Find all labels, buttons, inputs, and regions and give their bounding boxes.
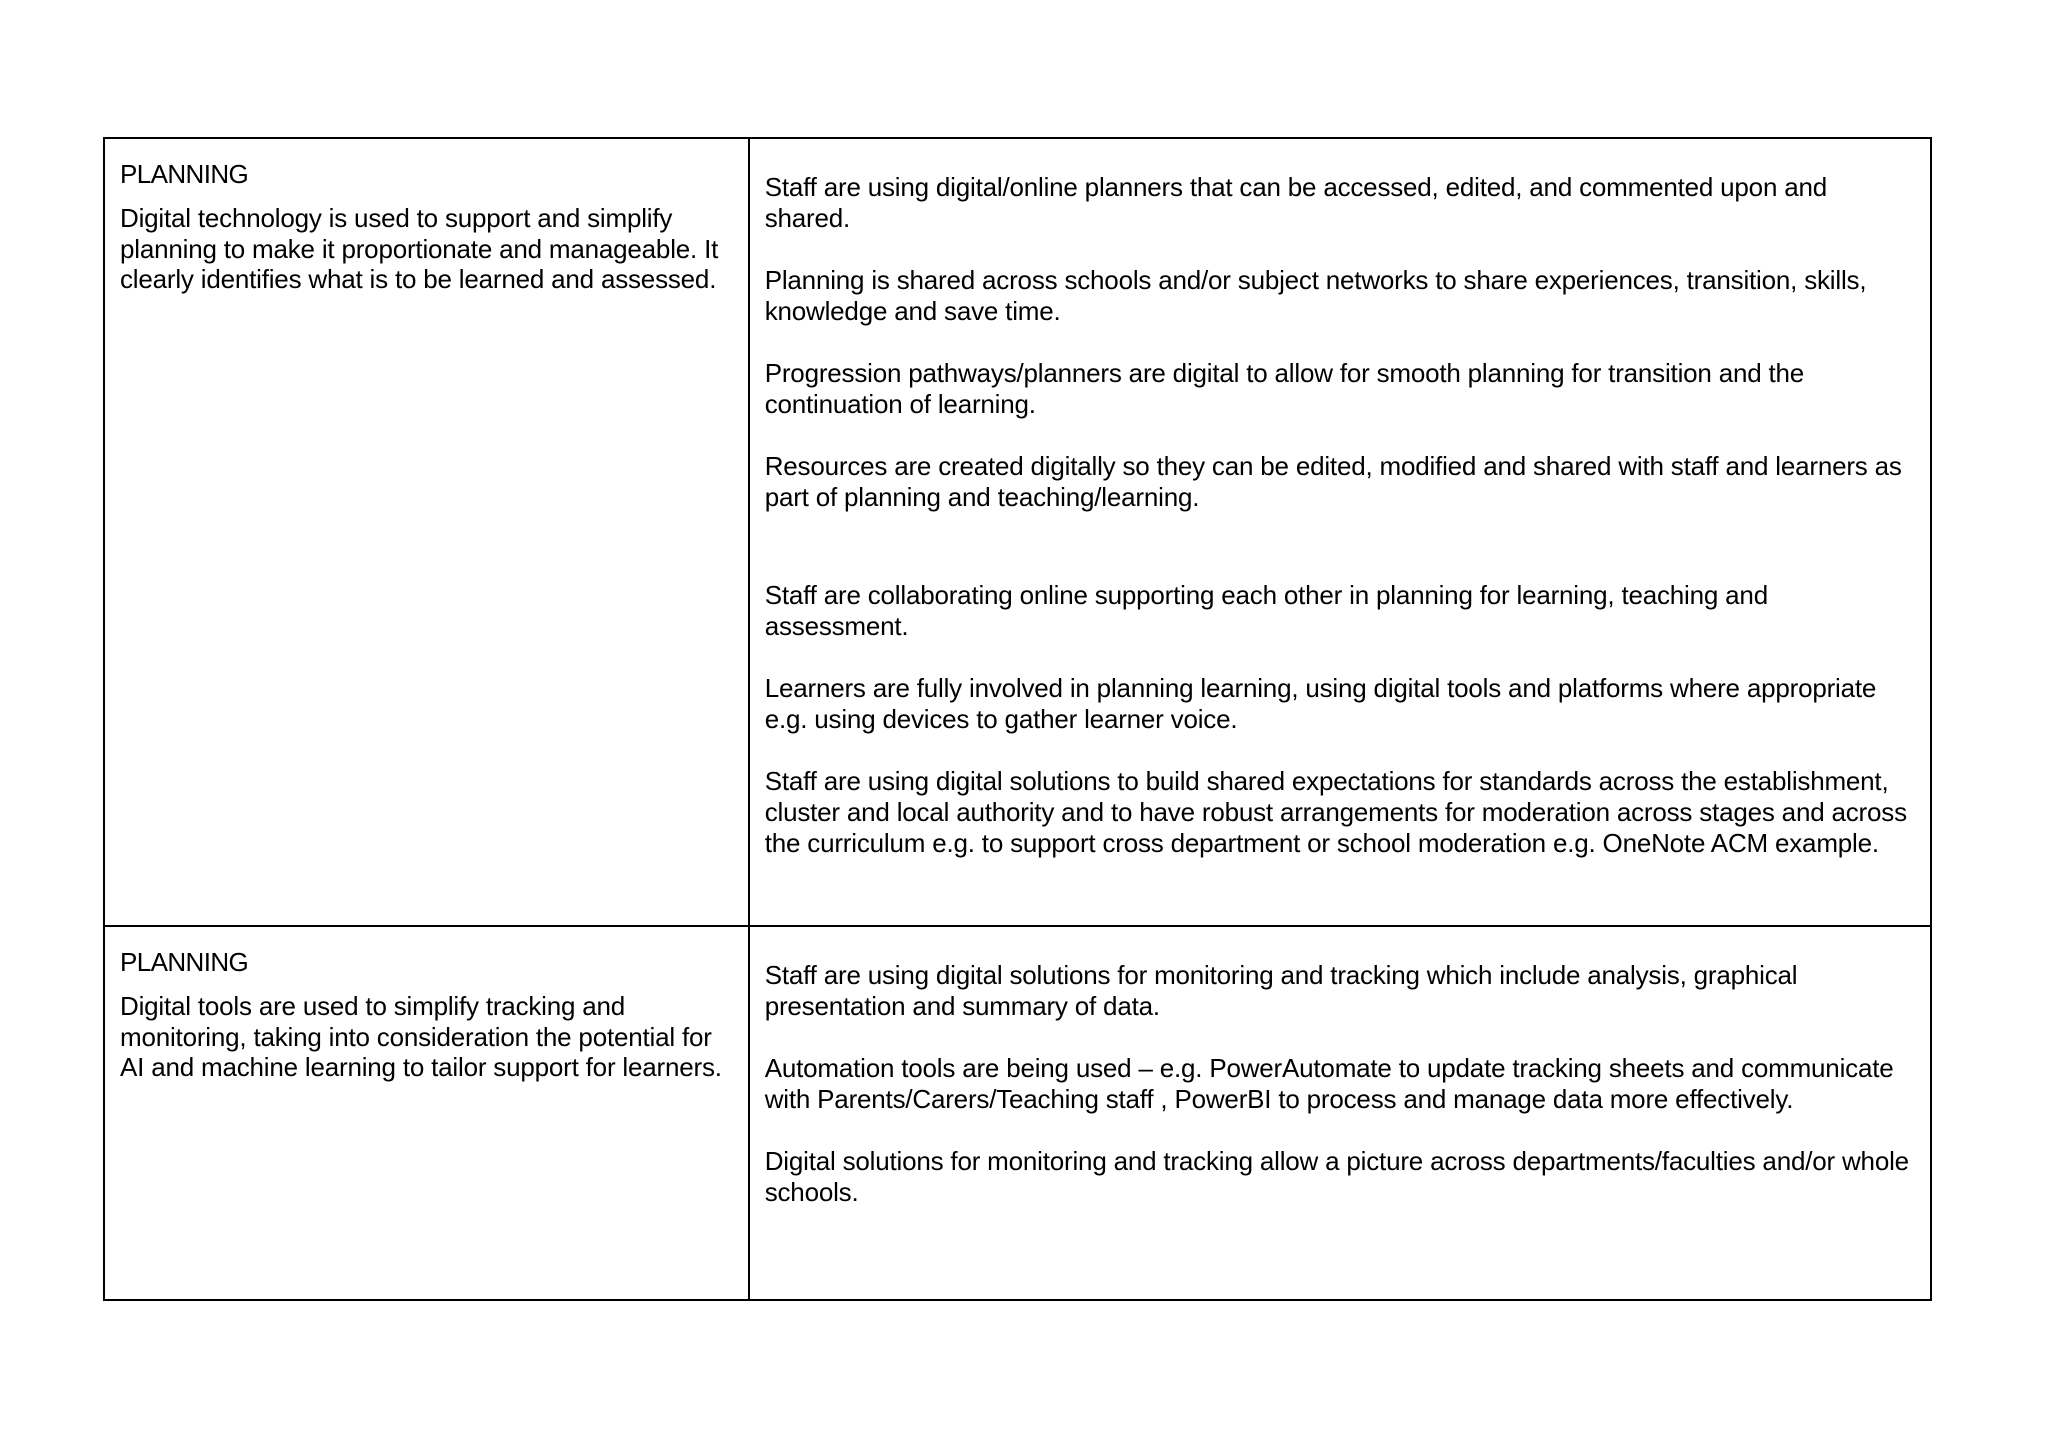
row-description: Digital technology is used to support and simplify planning to make it proportionate and manageable. It clearly identifies what is to be learned and assessed. xyxy=(120,203,719,294)
row-heading: PLANNING xyxy=(120,947,249,977)
statements-cell xyxy=(749,138,1931,926)
statement: Resources are created digitally so they can be edited, modified and shared with staff and learners as part of planning and teaching/learning. xyxy=(764,451,1902,512)
table-row xyxy=(104,138,1931,926)
row-heading: PLANNING xyxy=(120,159,249,189)
statement: Progression pathways/planners are digital to allow for smooth planning for transition and the continuation of learning. xyxy=(764,358,1805,419)
statement: Staff are using digital solutions to build shared expectations for standards across the establishment, cluster and local authority and to have robust arrangements for moderation across stages and across the curriculum e.g. to support cross department or school moderation e.g. OneNote ACM example. xyxy=(764,766,1907,858)
planning-table xyxy=(103,137,1932,1301)
statements-cell xyxy=(749,926,1931,1300)
statement: Planning is shared across schools and/or subject networks to share experiences, transition, skills, knowledge and save time. xyxy=(764,265,1867,326)
table-row xyxy=(104,926,1931,1300)
statement: Staff are collaborating online supporting each other in planning for learning, teaching and assessment. xyxy=(764,580,1768,641)
statement: Digital solutions for monitoring and tracking allow a picture across departments/faculties and/or whole schools. xyxy=(764,1146,1909,1207)
row-description: Digital tools are used to simplify tracking and monitoring, taking into consideration the potential for AI and machine learning to tailor support for learners. xyxy=(120,991,722,1082)
category-cell xyxy=(104,138,749,926)
statement: Learners are fully involved in planning learning, using digital tools and platforms where appropriate e.g. using devices to gather learner voice. xyxy=(764,673,1877,734)
statement: Staff are using digital/online planners that can be accessed, edited, and commented upon and shared. xyxy=(764,172,1828,233)
statement: Staff are using digital solutions for monitoring and tracking which include analysis, graphical presentation and summary of data. xyxy=(764,960,1798,1021)
category-cell xyxy=(104,926,749,1300)
statement: Automation tools are being used – e.g. PowerAutomate to update tracking sheets and communicate with Parents/Carers/Teaching staff , PowerBI to process and manage data more effectively. xyxy=(764,1053,1894,1114)
